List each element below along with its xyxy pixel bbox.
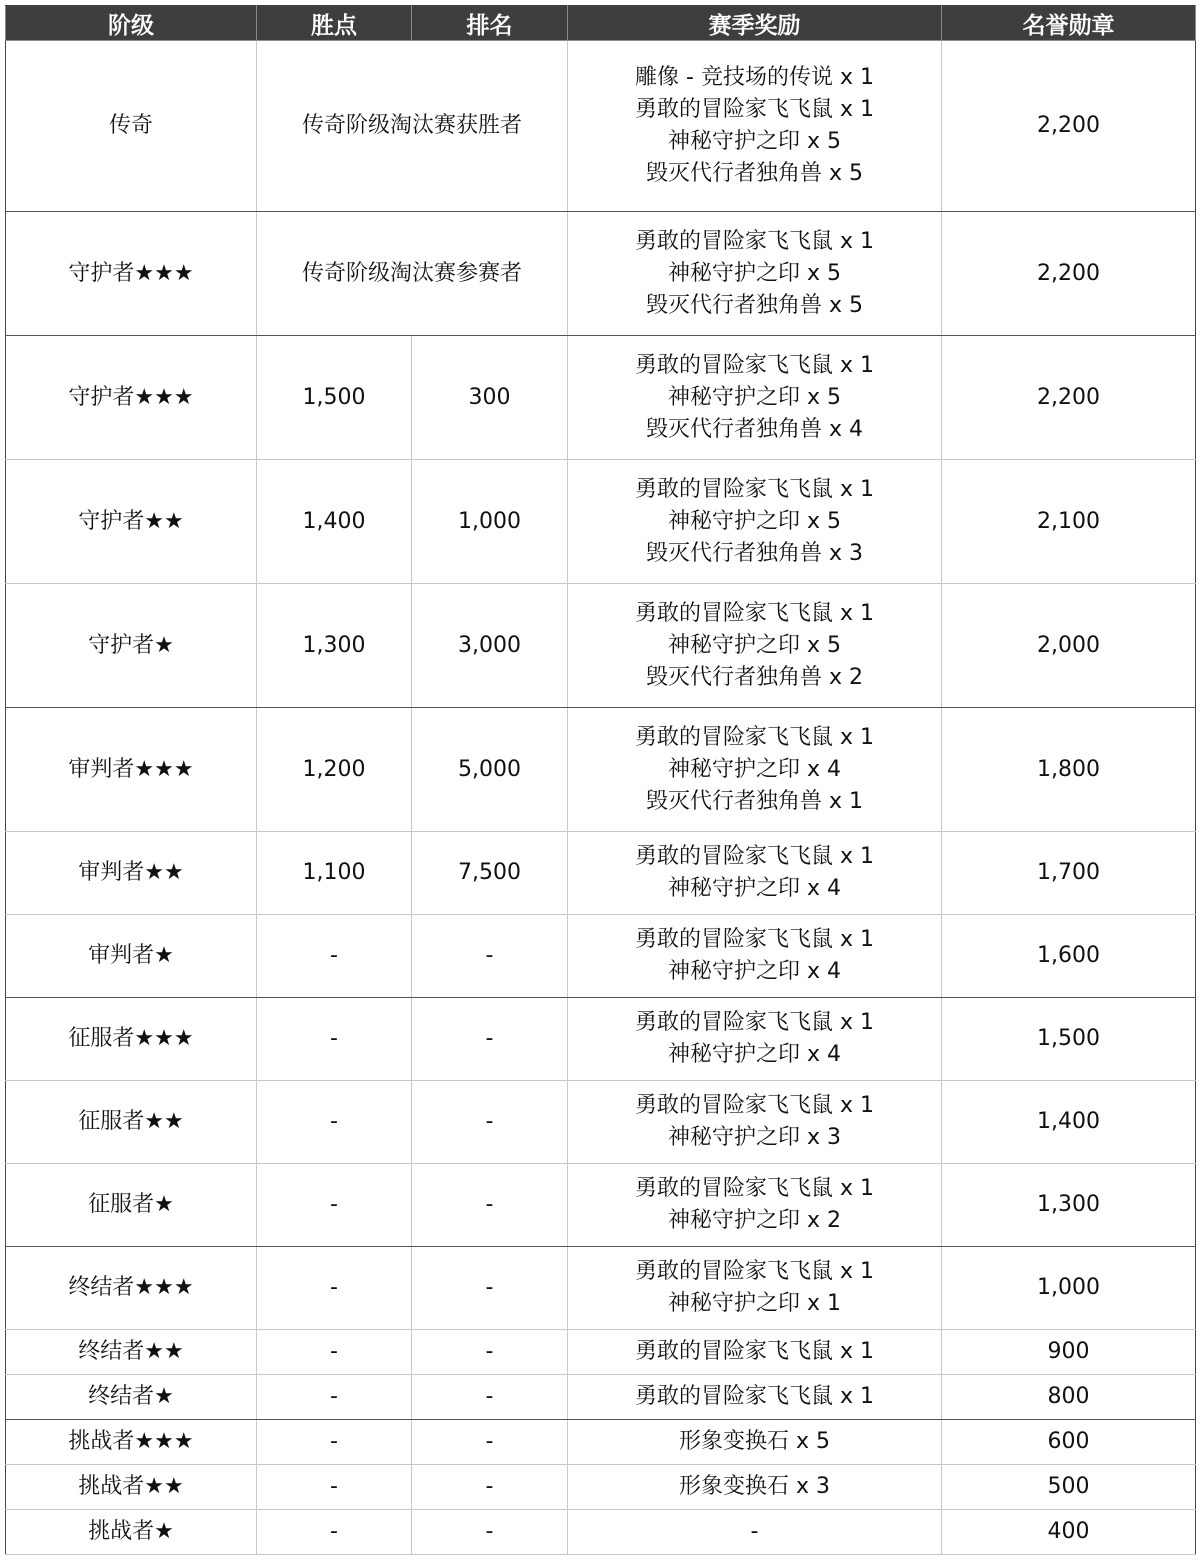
tier-cell: 守护者★ [6,584,257,708]
reward-item: 毁灭代行者独角兽 x 3 [645,540,863,566]
medals-cell: 2,200 [942,41,1196,212]
rank-cell: - [412,1510,568,1555]
tier-cell: 征服者★ [6,1164,257,1247]
reward-item: 勇敢的冒险家飞飞鼠 x 1 [634,352,874,378]
rewards-cell [568,915,942,998]
points-cell: 1,500 [257,336,412,460]
points-cell: - [257,1330,412,1375]
reward-item: 神秘守护之印 x 1 [667,1291,841,1316]
reward-item: 勇敢的冒险家飞飞鼠 x 1 [634,97,874,122]
reward-item: - [750,1519,759,1544]
table-row [6,1420,1196,1465]
rewards-cell [568,1510,942,1555]
rank-cell: 1,000 [412,460,568,584]
rewards-cell [568,460,942,584]
points-cell: - [257,1164,412,1247]
reward-item: 勇敢的冒险家飞飞鼠 x 1 [634,476,874,502]
reward-item: 神秘守护之印 x 5 [667,129,841,154]
medals-cell: 1,600 [942,915,1196,998]
medals-cell: 600 [942,1420,1196,1465]
rank-cell: - [412,998,568,1081]
reward-item: 勇敢的冒险家飞飞鼠 x 1 [634,927,874,952]
tier-cell: 守护者★★★ [6,212,257,336]
rank-cell: - [412,1375,568,1420]
tier-cell: 终结者★ [6,1375,257,1420]
rewards-cell [568,336,942,460]
tier-cell: 审判者★ [6,915,257,998]
medals-cell: 1,800 [942,708,1196,832]
condition-cell: 传奇阶级淘汰赛参赛者 [257,212,568,336]
points-cell: - [257,915,412,998]
medals-cell: 2,100 [942,460,1196,584]
rewards-cell [568,41,942,212]
table-row [6,1510,1196,1555]
reward-item: 形象变换石 x 5 [678,1429,830,1454]
medals-cell: 1,700 [942,832,1196,915]
reward-item: 勇敢的冒险家飞飞鼠 x 1 [634,1384,874,1409]
medals-cell: 2,200 [942,212,1196,336]
table-row [6,212,1196,336]
reward-item: 神秘守护之印 x 5 [667,508,841,534]
rank-cell: 7,500 [412,832,568,915]
table-body [6,41,1196,1555]
reward-item: 勇敢的冒险家飞飞鼠 x 1 [634,844,874,869]
table-row [6,708,1196,832]
medals-cell: 900 [942,1330,1196,1375]
table-row [6,915,1196,998]
reward-item: 神秘守护之印 x 3 [667,1125,841,1150]
rewards-cell [568,1081,942,1164]
table-row [6,584,1196,708]
medals-cell: 1,500 [942,998,1196,1081]
table-row [6,336,1196,460]
reward-item: 勇敢的冒险家飞飞鼠 x 1 [634,724,874,750]
table-row [6,1465,1196,1510]
reward-item: 神秘守护之印 x 4 [667,959,841,984]
reward-item: 毁灭代行者独角兽 x 5 [645,292,863,318]
points-cell: - [257,1420,412,1465]
reward-item: 毁灭代行者独角兽 x 4 [645,416,863,442]
rewards-cell [568,832,942,915]
rewards-table-container [5,5,1195,1555]
rewards-cell [568,1420,942,1465]
points-cell: - [257,1247,412,1330]
reward-item: 勇敢的冒险家飞飞鼠 x 1 [634,600,874,626]
header-rank: 排名 [412,6,568,41]
rank-cell: 5,000 [412,708,568,832]
rank-cell: 3,000 [412,584,568,708]
reward-item: 毁灭代行者独角兽 x 2 [645,664,863,690]
rank-cell: - [412,915,568,998]
tier-cell: 审判者★★ [6,832,257,915]
points-cell: - [257,1465,412,1510]
tier-cell: 挑战者★★ [6,1465,257,1510]
table-row [6,998,1196,1081]
rewards-cell [568,1375,942,1420]
tier-cell: 守护者★★★ [6,336,257,460]
reward-item: 神秘守护之印 x 5 [667,632,841,658]
reward-item: 勇敢的冒险家飞飞鼠 x 1 [634,1339,874,1364]
reward-item: 形象变换石 x 3 [678,1474,830,1499]
medals-cell: 1,300 [942,1164,1196,1247]
table-row [6,1164,1196,1247]
reward-item: 神秘守护之印 x 2 [667,1208,841,1233]
table-row [6,1375,1196,1420]
points-cell: 1,300 [257,584,412,708]
reward-item: 神秘守护之印 x 4 [667,876,841,901]
medals-cell: 500 [942,1465,1196,1510]
tier-cell: 审判者★★★ [6,708,257,832]
header-rewards: 赛季奖励 [568,6,942,41]
medals-cell: 1,000 [942,1247,1196,1330]
tier-cell: 挑战者★★★ [6,1420,257,1465]
medals-cell: 1,400 [942,1081,1196,1164]
reward-item: 神秘守护之印 x 4 [667,1042,841,1067]
points-cell: 1,400 [257,460,412,584]
rewards-cell [568,584,942,708]
rewards-cell [568,1164,942,1247]
rank-cell: - [412,1164,568,1247]
tier-cell: 守护者★★ [6,460,257,584]
reward-item: 毁灭代行者独角兽 x 1 [645,788,863,814]
rank-cell: - [412,1465,568,1510]
header-medals: 名誉勋章 [942,6,1196,41]
rewards-cell [568,1247,942,1330]
header-row [6,6,1196,41]
season-rewards-table [5,5,1196,1555]
reward-item: 毁灭代行者独角兽 x 5 [645,161,863,186]
medals-cell: 400 [942,1510,1196,1555]
rank-cell: - [412,1081,568,1164]
points-cell: - [257,1081,412,1164]
condition-cell: 传奇阶级淘汰赛获胜者 [257,41,568,212]
tier-cell: 终结者★★ [6,1330,257,1375]
rewards-cell [568,1465,942,1510]
points-cell: - [257,998,412,1081]
table-row [6,460,1196,584]
points-cell: 1,100 [257,832,412,915]
tier-cell: 终结者★★★ [6,1247,257,1330]
header-tier: 阶级 [6,6,257,41]
rewards-cell [568,1330,942,1375]
rank-cell: - [412,1330,568,1375]
medals-cell: 2,000 [942,584,1196,708]
medals-cell: 2,200 [942,336,1196,460]
rewards-cell [568,212,942,336]
reward-item: 神秘守护之印 x 5 [667,384,841,410]
rank-cell: - [412,1420,568,1465]
tier-cell: 征服者★★★ [6,998,257,1081]
header-points: 胜点 [257,6,412,41]
rewards-cell [568,708,942,832]
rank-cell: 300 [412,336,568,460]
reward-item: 勇敢的冒险家飞飞鼠 x 1 [634,1259,874,1284]
tier-cell: 传奇 [6,41,257,212]
table-row [6,1081,1196,1164]
table-row [6,1247,1196,1330]
tier-cell: 征服者★★ [6,1081,257,1164]
points-cell: - [257,1510,412,1555]
reward-item: 勇敢的冒险家飞飞鼠 x 1 [634,1010,874,1035]
points-cell: - [257,1375,412,1420]
reward-item: 神秘守护之印 x 4 [667,756,841,782]
reward-item: 雕像 - 竞技场的传说 x 1 [635,65,874,90]
table-row [6,832,1196,915]
medals-cell: 800 [942,1375,1196,1420]
table-row [6,1330,1196,1375]
reward-item: 神秘守护之印 x 5 [667,260,841,286]
rank-cell: - [412,1247,568,1330]
points-cell: 1,200 [257,708,412,832]
reward-item: 勇敢的冒险家飞飞鼠 x 1 [634,1176,874,1201]
table-row [6,41,1196,212]
rewards-cell [568,998,942,1081]
reward-item: 勇敢的冒险家飞飞鼠 x 1 [634,1093,874,1118]
tier-cell: 挑战者★ [6,1510,257,1555]
reward-item: 勇敢的冒险家飞飞鼠 x 1 [634,228,874,254]
